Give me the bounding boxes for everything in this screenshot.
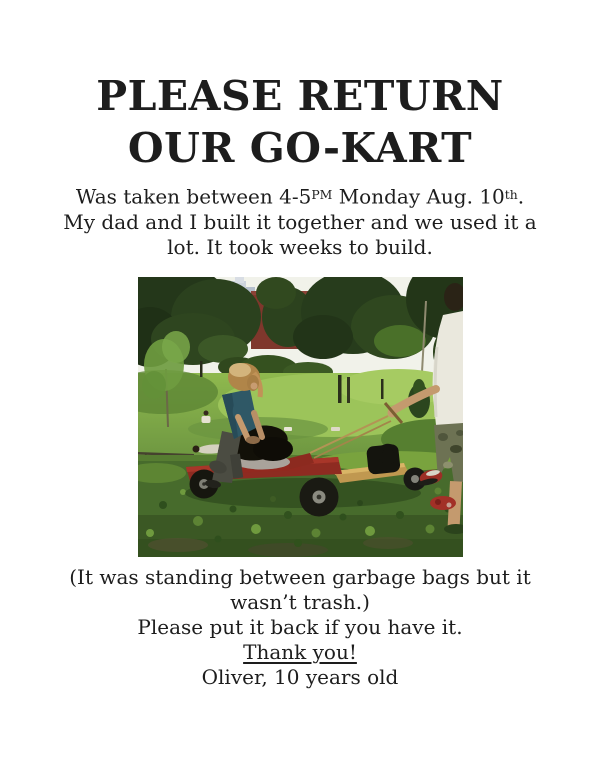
intro-line-3: lot. It took weeks to build. xyxy=(167,234,433,259)
go-kart-photo xyxy=(138,277,463,557)
flyer-title-line-2: OUR GO-KART xyxy=(127,124,473,172)
thank-you-text: Thank you! xyxy=(243,639,357,664)
intro-superscript-th: th xyxy=(504,187,518,202)
intro-superscript-pm: PM xyxy=(311,187,333,202)
flyer-outro-paragraph xyxy=(0,565,600,690)
outro-line-4 xyxy=(0,640,600,665)
outro-line-5: Oliver, 10 years old xyxy=(201,664,399,689)
intro-line-2: My dad and I built it together and we used it a xyxy=(63,209,537,234)
intro-line-1-mid: Monday Aug. 10 xyxy=(332,184,505,209)
intro-line-1-text: Was taken between 4-5 xyxy=(75,184,312,209)
outro-line-3: Please put it back if you have it. xyxy=(137,614,463,639)
flyer-intro-paragraph xyxy=(0,182,600,260)
outro-line-1: (It was standing between garbage bags but it xyxy=(69,564,531,589)
intro-line-1-end: . xyxy=(517,184,525,209)
intro-line-1 xyxy=(0,182,600,210)
outro-line-2: wasn’t trash.) xyxy=(230,589,370,614)
flyer-title-line-1: PLEASE RETURN xyxy=(96,72,504,120)
